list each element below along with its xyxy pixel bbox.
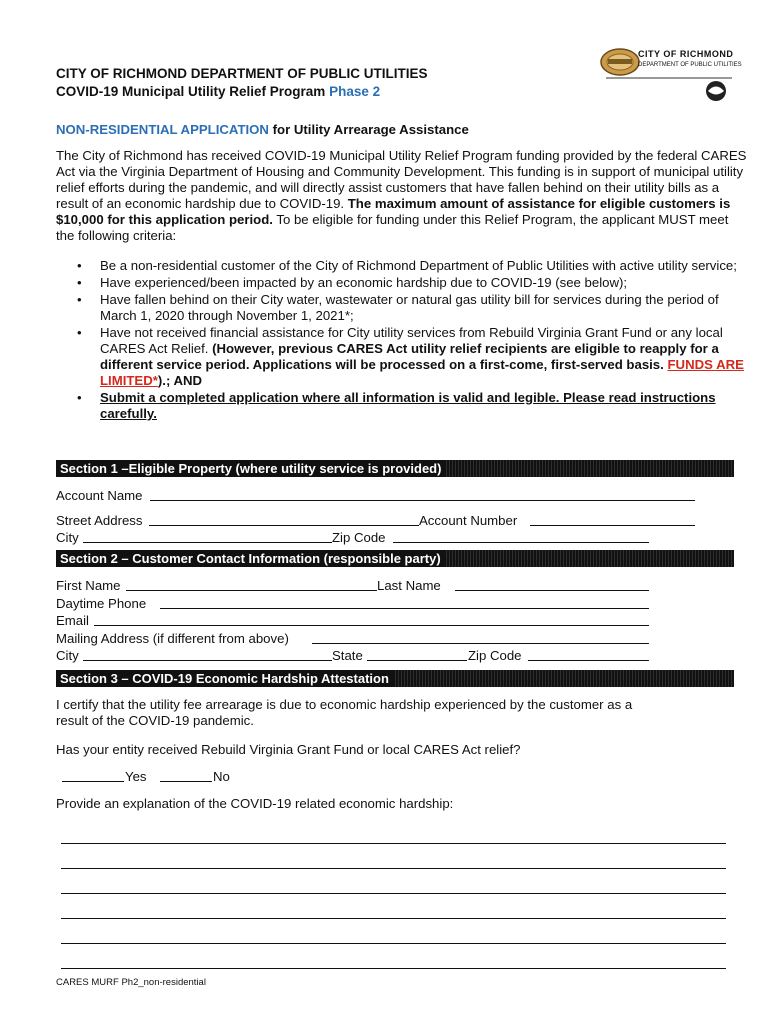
street-address-field[interactable] — [149, 525, 419, 526]
yes-label: Yes — [125, 769, 147, 784]
list-item — [56, 258, 746, 274]
yes-answer-field[interactable] — [62, 781, 124, 782]
criterion-text: Submit a completed application where all information is valid and legible. Please read instructions carefully. — [100, 390, 716, 421]
logo-text-city: CITY OF RICHMOND — [638, 49, 734, 59]
criterion-text: Have not received financial assistance for City utility services from Rebuild Virginia Grant Fund or any local CARES Act Relief. — [100, 325, 723, 356]
hardship-explanation-label: Provide an explanation of the COVID-19 related economic hardship: — [56, 796, 454, 811]
mailing-zip-label: Zip Code — [468, 648, 522, 663]
no-label: No — [213, 769, 230, 784]
application-type: NON-RESIDENTIAL APPLICATION — [56, 122, 269, 137]
list-item — [56, 275, 746, 291]
section-3-header — [56, 670, 734, 687]
bullet-icon: • — [77, 275, 82, 290]
state-field[interactable] — [367, 660, 467, 661]
state-label: State — [332, 648, 363, 663]
criterion-text: Be a non-residential customer of the City of Richmond Department of Public Utilities with active utility service; — [100, 258, 737, 273]
email-field[interactable] — [94, 625, 649, 626]
list-item — [56, 325, 746, 389]
account-name-field[interactable] — [150, 500, 695, 501]
bullet-icon: • — [77, 390, 82, 405]
explanation-line-4[interactable] — [61, 918, 726, 919]
explanation-line-3[interactable] — [61, 893, 726, 894]
intro-paragraph — [56, 148, 748, 244]
zip-code-label: Zip Code — [332, 530, 386, 545]
department-title: CITY OF RICHMOND DEPARTMENT OF PUBLIC UTILITIES — [56, 66, 428, 81]
certification-statement: I certify that the utility fee arrearage is due to economic hardship experienced by the customer as a result of the COVID-19 pandemic. — [56, 697, 633, 728]
city-field[interactable] — [83, 542, 332, 543]
criterion-text: Have fallen behind on their City water, wastewater or natural gas utility bill for services during the period of March 1, 2020 through November 1, 2021*; — [100, 292, 719, 323]
first-name-label: First Name — [56, 578, 121, 593]
funds-limited-warning: FUNDS ARE LIMITED* — [100, 357, 744, 388]
intro-criteria-lead: To be eligible for funding under this Relief Program, the applicant MUST meet the following criteria: — [56, 212, 729, 243]
criterion-end: ).; AND — [157, 373, 203, 388]
program-phase: Phase 2 — [329, 84, 381, 99]
account-name-label: Account Name — [56, 488, 143, 503]
relief-question: Has your entity received Rebuild Virginia Grant Fund or local CARES Act relief? — [56, 742, 521, 757]
section-3-title: Section 3 – COVID-19 Economic Hardship Attestation — [56, 670, 393, 687]
street-address-label: Street Address — [56, 513, 143, 528]
mailing-address-label: Mailing Address (if different from above) — [56, 631, 289, 646]
application-subtitle — [56, 122, 469, 138]
account-number-field[interactable] — [530, 525, 695, 526]
explanation-line-5[interactable] — [61, 943, 726, 944]
program-title — [56, 84, 380, 100]
list-item — [56, 390, 746, 422]
logo-text-department: DEPARTMENT OF PUBLIC UTILITIES — [638, 62, 742, 68]
daytime-phone-label: Daytime Phone — [56, 596, 147, 611]
zip-code-field[interactable] — [393, 542, 649, 543]
city-label: City — [56, 530, 79, 545]
list-item — [56, 292, 746, 324]
city-logo — [598, 44, 742, 104]
mailing-zip-field[interactable] — [528, 660, 649, 661]
application-purpose: for Utility Arrearage Assistance — [268, 122, 469, 137]
intro-text: The City of Richmond has received COVID-19 Municipal Utility Relief Program funding provided by the federal CARES Act via the Virginia Department of Housing and Community Development. This funding is in support of municipal utility relief efforts during the pandemic, and will directly assist customers that have fallen behind on their utility bills as a result of an economic hardship due to COVID-19. — [56, 148, 747, 211]
bullet-icon: • — [77, 258, 82, 273]
last-name-label: Last Name — [377, 578, 441, 593]
explanation-line-2[interactable] — [61, 868, 726, 869]
footer-form-id: CARES MURF Ph2_non-residential — [56, 977, 206, 988]
bullet-icon: • — [77, 325, 82, 340]
mailing-address-field[interactable] — [312, 643, 649, 644]
explanation-line-1[interactable] — [61, 843, 726, 844]
section-1-title: Section 1 –Eligible Property (where utility service is provided) — [56, 460, 445, 477]
daytime-phone-field[interactable] — [160, 608, 649, 609]
section-1-header — [56, 460, 734, 477]
email-label: Email — [56, 613, 89, 628]
mailing-city-field[interactable] — [83, 660, 332, 661]
eligibility-criteria-list — [56, 258, 746, 423]
no-answer-field[interactable] — [160, 781, 212, 782]
last-name-field[interactable] — [455, 590, 649, 591]
program-name: COVID-19 Municipal Utility Relief Program — [56, 84, 326, 99]
first-name-field[interactable] — [126, 590, 377, 591]
bullet-icon: • — [77, 292, 82, 307]
account-number-label: Account Number — [419, 513, 518, 528]
section-2-header — [56, 550, 734, 567]
criterion-reapply-note: (However, previous CARES Act utility relief recipients are eligible to reapply for a different service period. Applications will be processed on a first-come, first-served basis. — [100, 341, 719, 372]
mailing-city-label: City — [56, 648, 79, 663]
criterion-text: Have experienced/been impacted by an economic hardship due to COVID-19 (see below); — [100, 275, 628, 290]
explanation-line-6[interactable] — [61, 968, 726, 969]
intro-max-assistance: The maximum amount of assistance for eligible customers is $10,000 for this application period. — [56, 196, 731, 227]
section-2-title: Section 2 – Customer Contact Information (responsible party) — [56, 550, 445, 567]
